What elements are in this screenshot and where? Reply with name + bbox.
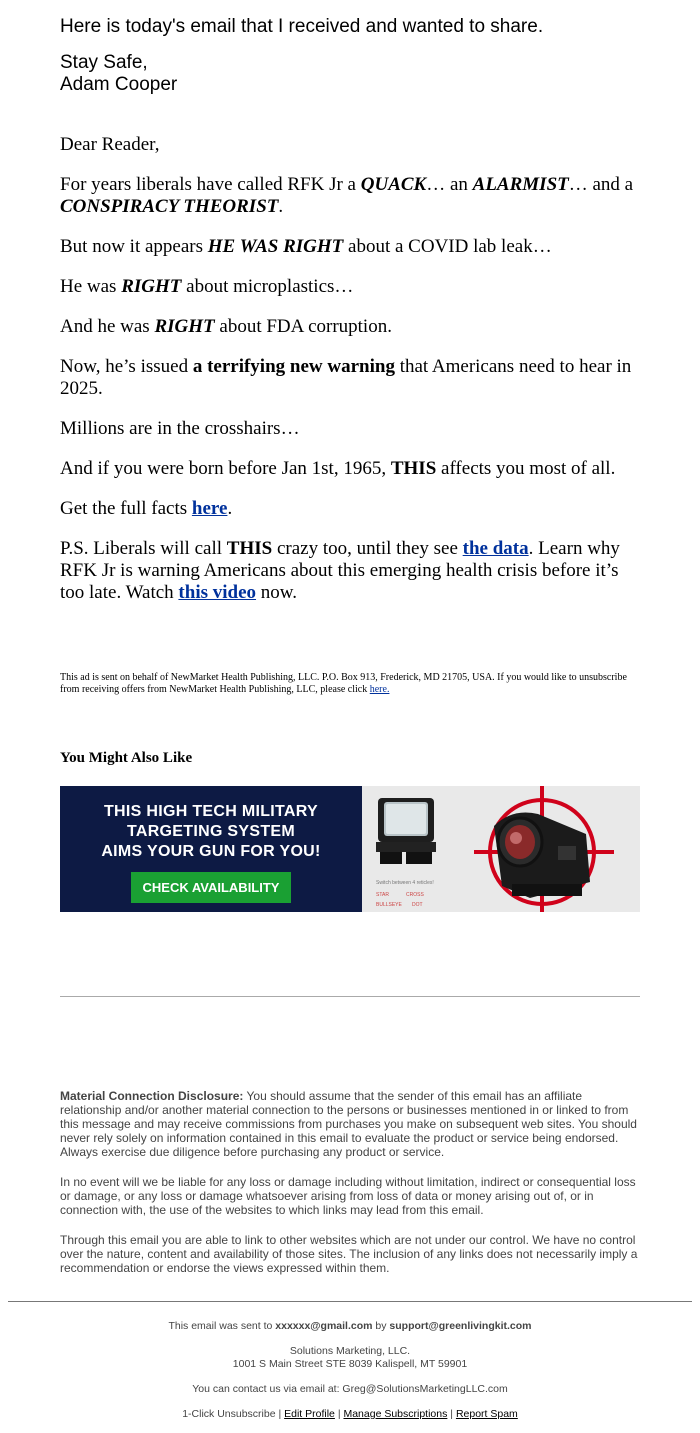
emphasis-conspiracy: CONSPIRACY THEORIST [60, 196, 279, 217]
sent-to-line [0, 1320, 700, 1333]
ad-banner[interactable] [60, 786, 640, 912]
ad-headline [60, 802, 362, 862]
report-spam-link[interactable]: Report Spam [455, 1408, 518, 1420]
large-sight-icon [494, 813, 590, 899]
letter-paragraph-1 [60, 174, 640, 218]
letter-paragraph-7 [60, 458, 640, 480]
letter-ps [60, 538, 640, 604]
ad-headline-line: THIS HIGH TECH MILITARY [103, 803, 318, 820]
text: For years liberals have called RFK Jr a [60, 174, 361, 195]
check-availability-button[interactable]: CHECK AVAILABILITY [131, 872, 292, 903]
disclosure-label: Material Connection Disclosure: [60, 1089, 244, 1103]
emphasis-warning: a terrifying new warning [192, 356, 395, 377]
intro-line: Here is today's email that I received and wanted to share. [60, 16, 544, 37]
letter-paragraph-8 [60, 498, 640, 520]
letter-paragraph-2 [60, 236, 640, 258]
reticle-option-star: STAR [376, 892, 389, 898]
disclosure-paragraph-1 [60, 1089, 640, 1159]
disclosure-section [60, 1089, 640, 1291]
street-address: 1001 S Main Street STE 8039 Kalispell, MT 59901 [232, 1358, 468, 1370]
text: He was [60, 276, 122, 297]
ad-headline-line: TARGETING SYSTEM [126, 823, 296, 840]
text: P.S. Liberals will call [60, 538, 227, 559]
unsubscribe-here-link[interactable]: here. [369, 684, 390, 695]
contact-line: You can contact us via email at: Greg@SolutionsMarketingLLC.com [192, 1383, 508, 1395]
one-click-unsubscribe[interactable]: 1-Click Unsubscribe [182, 1408, 276, 1420]
separator: | [275, 1408, 285, 1420]
you-might-also-like-heading: You Might Also Like [60, 750, 193, 766]
text: . [278, 196, 284, 217]
disclosure-paragraph-2: In no event will we be liable for any loss or damage including without limitation, indirect or consequential loss or damage, or any loss or damage whatsoever arising from loss of data or money arising out of, or in connection with, the use of the websites to which links may lead from this email. [60, 1175, 636, 1217]
footer-divider [8, 1301, 692, 1302]
recipient-email: xxxxxx@gmail.com [275, 1320, 373, 1332]
text: You should assume that the sender of this email has an affiliate relationship and/or another material connection to the persons or businesses mentioned in or linked to from this message and may receive commissions from purchases you make on subsequent web sites. You should never rely solely on information contained in this email to evaluate the product or service being endorsed. Always exercise due diligence before purchasing any product or service. [60, 1089, 637, 1159]
text: And if you were born before Jan 1st, 1965, [60, 458, 391, 479]
letter-paragraph-4 [60, 316, 640, 338]
intro-name: Adam Cooper [60, 74, 178, 95]
text: Get the full facts [60, 498, 192, 519]
text: about a COVID lab leak… [343, 236, 552, 257]
separator: | [334, 1408, 344, 1420]
text: … an [426, 174, 473, 195]
emphasis-was-right: HE WAS RIGHT [207, 236, 344, 257]
text: . [227, 498, 233, 519]
emphasis-alarmist: ALARMIST [472, 174, 569, 195]
small-sight-icon [376, 798, 436, 864]
emphasis-right: RIGHT [121, 276, 182, 297]
legal-text: This ad is sent on behalf of NewMarket Health Publishing, LLC. P.O. Box 913, Frederick, MD 21705, USA. If you would like to unsubscribe from receiving offers from NewMarket Health Publishing, LLC, please click [60, 672, 627, 695]
text: … and a [568, 174, 634, 195]
ad-banner-image[interactable] [362, 786, 640, 912]
text: about microplastics… [181, 276, 354, 297]
footer-links [0, 1408, 700, 1421]
text: about FDA corruption. [214, 316, 392, 337]
emphasis-this: THIS [226, 538, 273, 559]
company-address [0, 1345, 700, 1371]
text: by [372, 1320, 390, 1332]
emphasis-this: THIS [390, 458, 437, 479]
text: And he was [60, 316, 155, 337]
email-letter [60, 134, 640, 622]
text: now. [256, 582, 298, 603]
edit-profile-link[interactable]: Edit Profile [284, 1408, 335, 1420]
disclosure-paragraph-3: Through this email you are able to link to other websites which are not under our control. We have no control over the nature, content and availability of those sites. The inclusion of any links does not necessarily imply a recommendation or endorse the views expressed within them. [60, 1233, 638, 1275]
email-footer [0, 1320, 700, 1433]
letter-greeting: Dear Reader, [60, 134, 160, 155]
the-data-link[interactable]: the data [462, 538, 529, 559]
reticle-caption: Switch between 4 reticles! [376, 880, 434, 886]
intro-signoff: Stay Safe, [60, 52, 148, 73]
sender-email: support@greenlivingkit.com [389, 1320, 532, 1332]
text: that Americans need to hear in 2025. [60, 356, 632, 399]
intro-signature [60, 52, 640, 96]
text: affects you most of all. [436, 458, 616, 479]
company-name: Solutions Marketing, LLC. [289, 1345, 411, 1357]
text: But now it appears [60, 236, 208, 257]
reticle-option-bullseye: BULLSEYE [376, 902, 402, 908]
text: crazy too, until they see [272, 538, 463, 559]
section-divider [60, 996, 640, 997]
emphasis-quack: QUACK [360, 174, 427, 195]
ad-headline-line: AIMS YOUR GUN FOR YOU! [101, 843, 321, 860]
text: Now, he’s issued [60, 356, 193, 377]
letter-paragraph-6: Millions are in the crosshairs… [60, 418, 300, 439]
separator: | [447, 1408, 456, 1420]
letter-paragraph-5 [60, 356, 640, 400]
red-dot-sight-illustration [362, 786, 640, 912]
text: . Learn why RFK Jr is warning Americans about this emerging health crisis before it’s too late. Watch [60, 538, 620, 603]
reticle-option-dot: DOT [412, 902, 423, 908]
text: This email was sent to [168, 1320, 276, 1332]
reticle-option-cross: CROSS [406, 892, 424, 898]
ad-legal-notice [60, 672, 640, 696]
this-video-link[interactable]: this video [178, 582, 257, 603]
letter-paragraph-3 [60, 276, 640, 298]
ad-banner-text-panel[interactable] [60, 786, 362, 912]
forward-intro [60, 16, 640, 110]
manage-subscriptions-link[interactable]: Manage Subscriptions [343, 1408, 448, 1420]
emphasis-right: RIGHT [154, 316, 215, 337]
here-link[interactable]: here [191, 498, 228, 519]
